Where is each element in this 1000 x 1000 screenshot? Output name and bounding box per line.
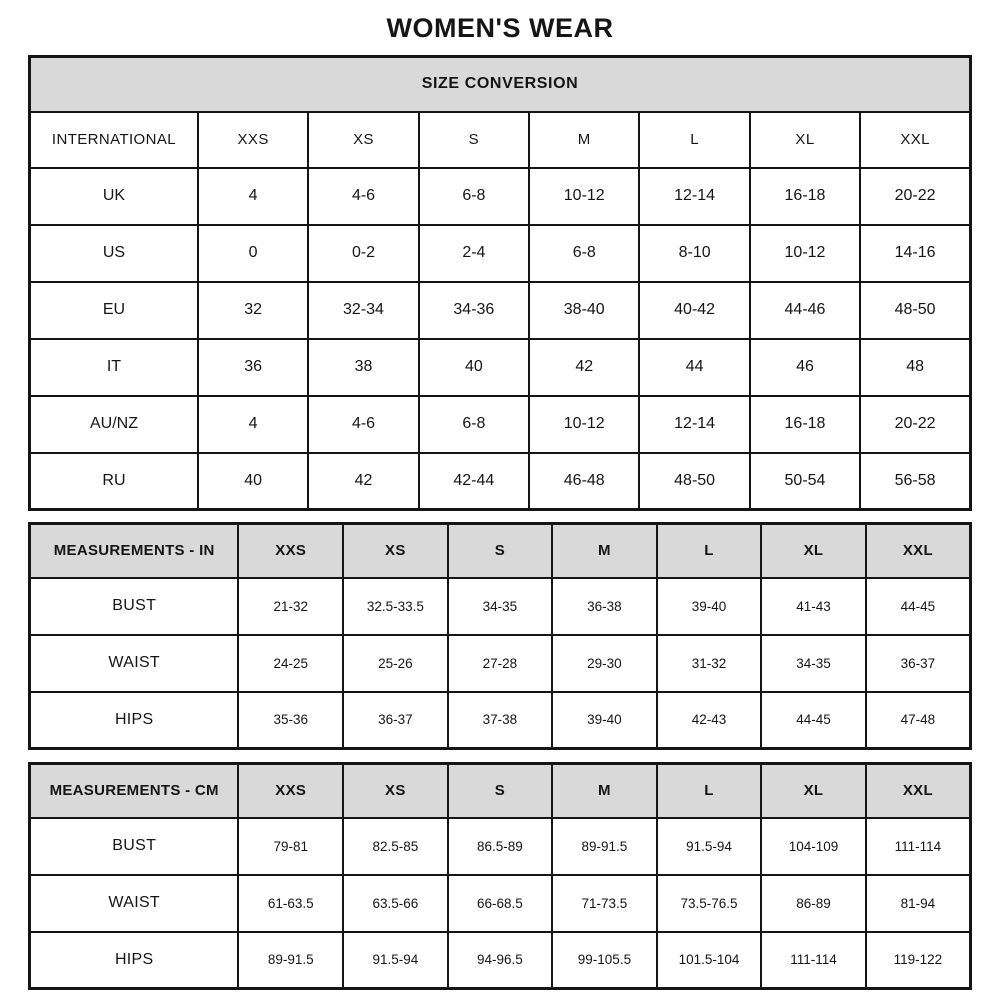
- table-row: [30, 282, 971, 339]
- table-row: [30, 932, 971, 989]
- measurement-value-cell: 27-28: [448, 635, 553, 692]
- size-value-cell: 16-18: [750, 396, 860, 453]
- size-value-cell: 32-34: [308, 282, 418, 339]
- measurement-value-cell: 21-32: [238, 578, 343, 635]
- column-header: L: [657, 524, 762, 578]
- size-value-cell: 4: [198, 168, 308, 225]
- table-row: [30, 339, 971, 396]
- column-header: XS: [308, 112, 418, 168]
- size-value-cell: 12-14: [639, 168, 749, 225]
- size-value-cell: 44: [639, 339, 749, 396]
- column-header: INTERNATIONAL: [30, 112, 198, 168]
- measurement-value-cell: 47-48: [866, 692, 971, 749]
- size-value-cell: 10-12: [529, 396, 639, 453]
- measurement-value-cell: 63.5-66: [343, 875, 448, 932]
- column-header-row: [30, 524, 971, 578]
- table-banner-row: [30, 57, 971, 112]
- measurement-value-cell: 81-94: [866, 875, 971, 932]
- size-value-cell: 0: [198, 225, 308, 282]
- size-value-cell: 40: [198, 453, 308, 510]
- measurement-value-cell: 44-45: [866, 578, 971, 635]
- row-label: EU: [30, 282, 198, 339]
- measurement-value-cell: 111-114: [866, 818, 971, 875]
- size-value-cell: 48: [860, 339, 970, 396]
- measurement-value-cell: 36-37: [343, 692, 448, 749]
- table-row: [30, 396, 971, 453]
- measurements-in-header: MEASUREMENTS - IN: [30, 524, 239, 578]
- measurements-cm-table: [28, 762, 972, 990]
- measurement-value-cell: 86.5-89: [448, 818, 553, 875]
- column-header: XXL: [860, 112, 970, 168]
- size-value-cell: 42: [529, 339, 639, 396]
- measurement-value-cell: 73.5-76.5: [657, 875, 762, 932]
- size-value-cell: 36: [198, 339, 308, 396]
- size-value-cell: 50-54: [750, 453, 860, 510]
- column-header: M: [552, 764, 657, 818]
- measurement-value-cell: 37-38: [448, 692, 553, 749]
- column-header: S: [419, 112, 529, 168]
- size-value-cell: 4-6: [308, 168, 418, 225]
- size-value-cell: 48-50: [639, 453, 749, 510]
- measurement-value-cell: 36-38: [552, 578, 657, 635]
- size-value-cell: 40-42: [639, 282, 749, 339]
- measurement-value-cell: 34-35: [448, 578, 553, 635]
- measurement-value-cell: 25-26: [343, 635, 448, 692]
- row-label: WAIST: [30, 875, 239, 932]
- column-header: M: [529, 112, 639, 168]
- row-label: HIPS: [30, 692, 239, 749]
- size-value-cell: 10-12: [529, 168, 639, 225]
- size-value-cell: 32: [198, 282, 308, 339]
- size-value-cell: 46-48: [529, 453, 639, 510]
- measurement-value-cell: 79-81: [238, 818, 343, 875]
- measurement-value-cell: 61-63.5: [238, 875, 343, 932]
- column-header: XXL: [866, 764, 971, 818]
- size-value-cell: 6-8: [419, 168, 529, 225]
- row-label: BUST: [30, 578, 239, 635]
- column-header: XXS: [238, 524, 343, 578]
- size-value-cell: 0-2: [308, 225, 418, 282]
- measurement-value-cell: 101.5-104: [657, 932, 762, 989]
- row-label: RU: [30, 453, 198, 510]
- column-header: M: [552, 524, 657, 578]
- column-header: XL: [761, 524, 866, 578]
- measurement-value-cell: 82.5-85: [343, 818, 448, 875]
- column-header-row: [30, 112, 971, 168]
- size-value-cell: 46: [750, 339, 860, 396]
- size-value-cell: 20-22: [860, 396, 970, 453]
- measurement-value-cell: 42-43: [657, 692, 762, 749]
- table-row: [30, 578, 971, 635]
- row-label: UK: [30, 168, 198, 225]
- size-value-cell: 48-50: [860, 282, 970, 339]
- column-header: XXS: [238, 764, 343, 818]
- size-value-cell: 42: [308, 453, 418, 510]
- column-header: XL: [750, 112, 860, 168]
- size-value-cell: 38: [308, 339, 418, 396]
- size-value-cell: 14-16: [860, 225, 970, 282]
- size-value-cell: 8-10: [639, 225, 749, 282]
- measurement-value-cell: 39-40: [657, 578, 762, 635]
- row-label: US: [30, 225, 198, 282]
- measurement-value-cell: 91.5-94: [657, 818, 762, 875]
- size-value-cell: 4: [198, 396, 308, 453]
- size-value-cell: 6-8: [419, 396, 529, 453]
- table-row: [30, 692, 971, 749]
- table-row: [30, 818, 971, 875]
- measurement-value-cell: 94-96.5: [448, 932, 553, 989]
- table-row: [30, 453, 971, 510]
- row-label: IT: [30, 339, 198, 396]
- measurement-value-cell: 24-25: [238, 635, 343, 692]
- size-value-cell: 44-46: [750, 282, 860, 339]
- measurements-cm-header: MEASUREMENTS - CM: [30, 764, 239, 818]
- measurement-value-cell: 36-37: [866, 635, 971, 692]
- measurement-value-cell: 66-68.5: [448, 875, 553, 932]
- measurement-value-cell: 29-30: [552, 635, 657, 692]
- measurement-value-cell: 44-45: [761, 692, 866, 749]
- column-header: XS: [343, 764, 448, 818]
- column-header: XS: [343, 524, 448, 578]
- size-value-cell: 6-8: [529, 225, 639, 282]
- column-header: S: [448, 764, 553, 818]
- table-row: [30, 168, 971, 225]
- size-value-cell: 34-36: [419, 282, 529, 339]
- measurement-value-cell: 41-43: [761, 578, 866, 635]
- measurement-value-cell: 104-109: [761, 818, 866, 875]
- table-row: [30, 875, 971, 932]
- size-value-cell: 56-58: [860, 453, 970, 510]
- column-header: L: [639, 112, 749, 168]
- measurement-value-cell: 39-40: [552, 692, 657, 749]
- size-value-cell: 20-22: [860, 168, 970, 225]
- size-value-cell: 2-4: [419, 225, 529, 282]
- column-header: XXS: [198, 112, 308, 168]
- page-title: WOMEN'S WEAR: [386, 13, 614, 43]
- measurement-value-cell: 34-35: [761, 635, 866, 692]
- measurements-in-table: [28, 522, 972, 750]
- measurement-value-cell: 89-91.5: [552, 818, 657, 875]
- column-header: L: [657, 764, 762, 818]
- measurement-value-cell: 35-36: [238, 692, 343, 749]
- column-header-row: [30, 764, 971, 818]
- column-header: XL: [761, 764, 866, 818]
- column-header: XXL: [866, 524, 971, 578]
- size-value-cell: 42-44: [419, 453, 529, 510]
- measurement-value-cell: 89-91.5: [238, 932, 343, 989]
- measurement-value-cell: 32.5-33.5: [343, 578, 448, 635]
- size-value-cell: 40: [419, 339, 529, 396]
- measurement-value-cell: 119-122: [866, 932, 971, 989]
- row-label: WAIST: [30, 635, 239, 692]
- content: [28, 55, 972, 990]
- measurement-value-cell: 99-105.5: [552, 932, 657, 989]
- measurement-value-cell: 86-89: [761, 875, 866, 932]
- size-value-cell: 16-18: [750, 168, 860, 225]
- size-value-cell: 4-6: [308, 396, 418, 453]
- size-conversion-header: SIZE CONVERSION: [30, 57, 971, 112]
- table-row: [30, 225, 971, 282]
- row-label: AU/NZ: [30, 396, 198, 453]
- measurement-value-cell: 91.5-94: [343, 932, 448, 989]
- size-value-cell: 10-12: [750, 225, 860, 282]
- measurement-value-cell: 71-73.5: [552, 875, 657, 932]
- size-value-cell: 38-40: [529, 282, 639, 339]
- row-label: HIPS: [30, 932, 239, 989]
- size-conversion-table: [28, 55, 972, 511]
- measurement-value-cell: 111-114: [761, 932, 866, 989]
- table-row: [30, 635, 971, 692]
- column-header: S: [448, 524, 553, 578]
- row-label: BUST: [30, 818, 239, 875]
- size-value-cell: 12-14: [639, 396, 749, 453]
- measurement-value-cell: 31-32: [657, 635, 762, 692]
